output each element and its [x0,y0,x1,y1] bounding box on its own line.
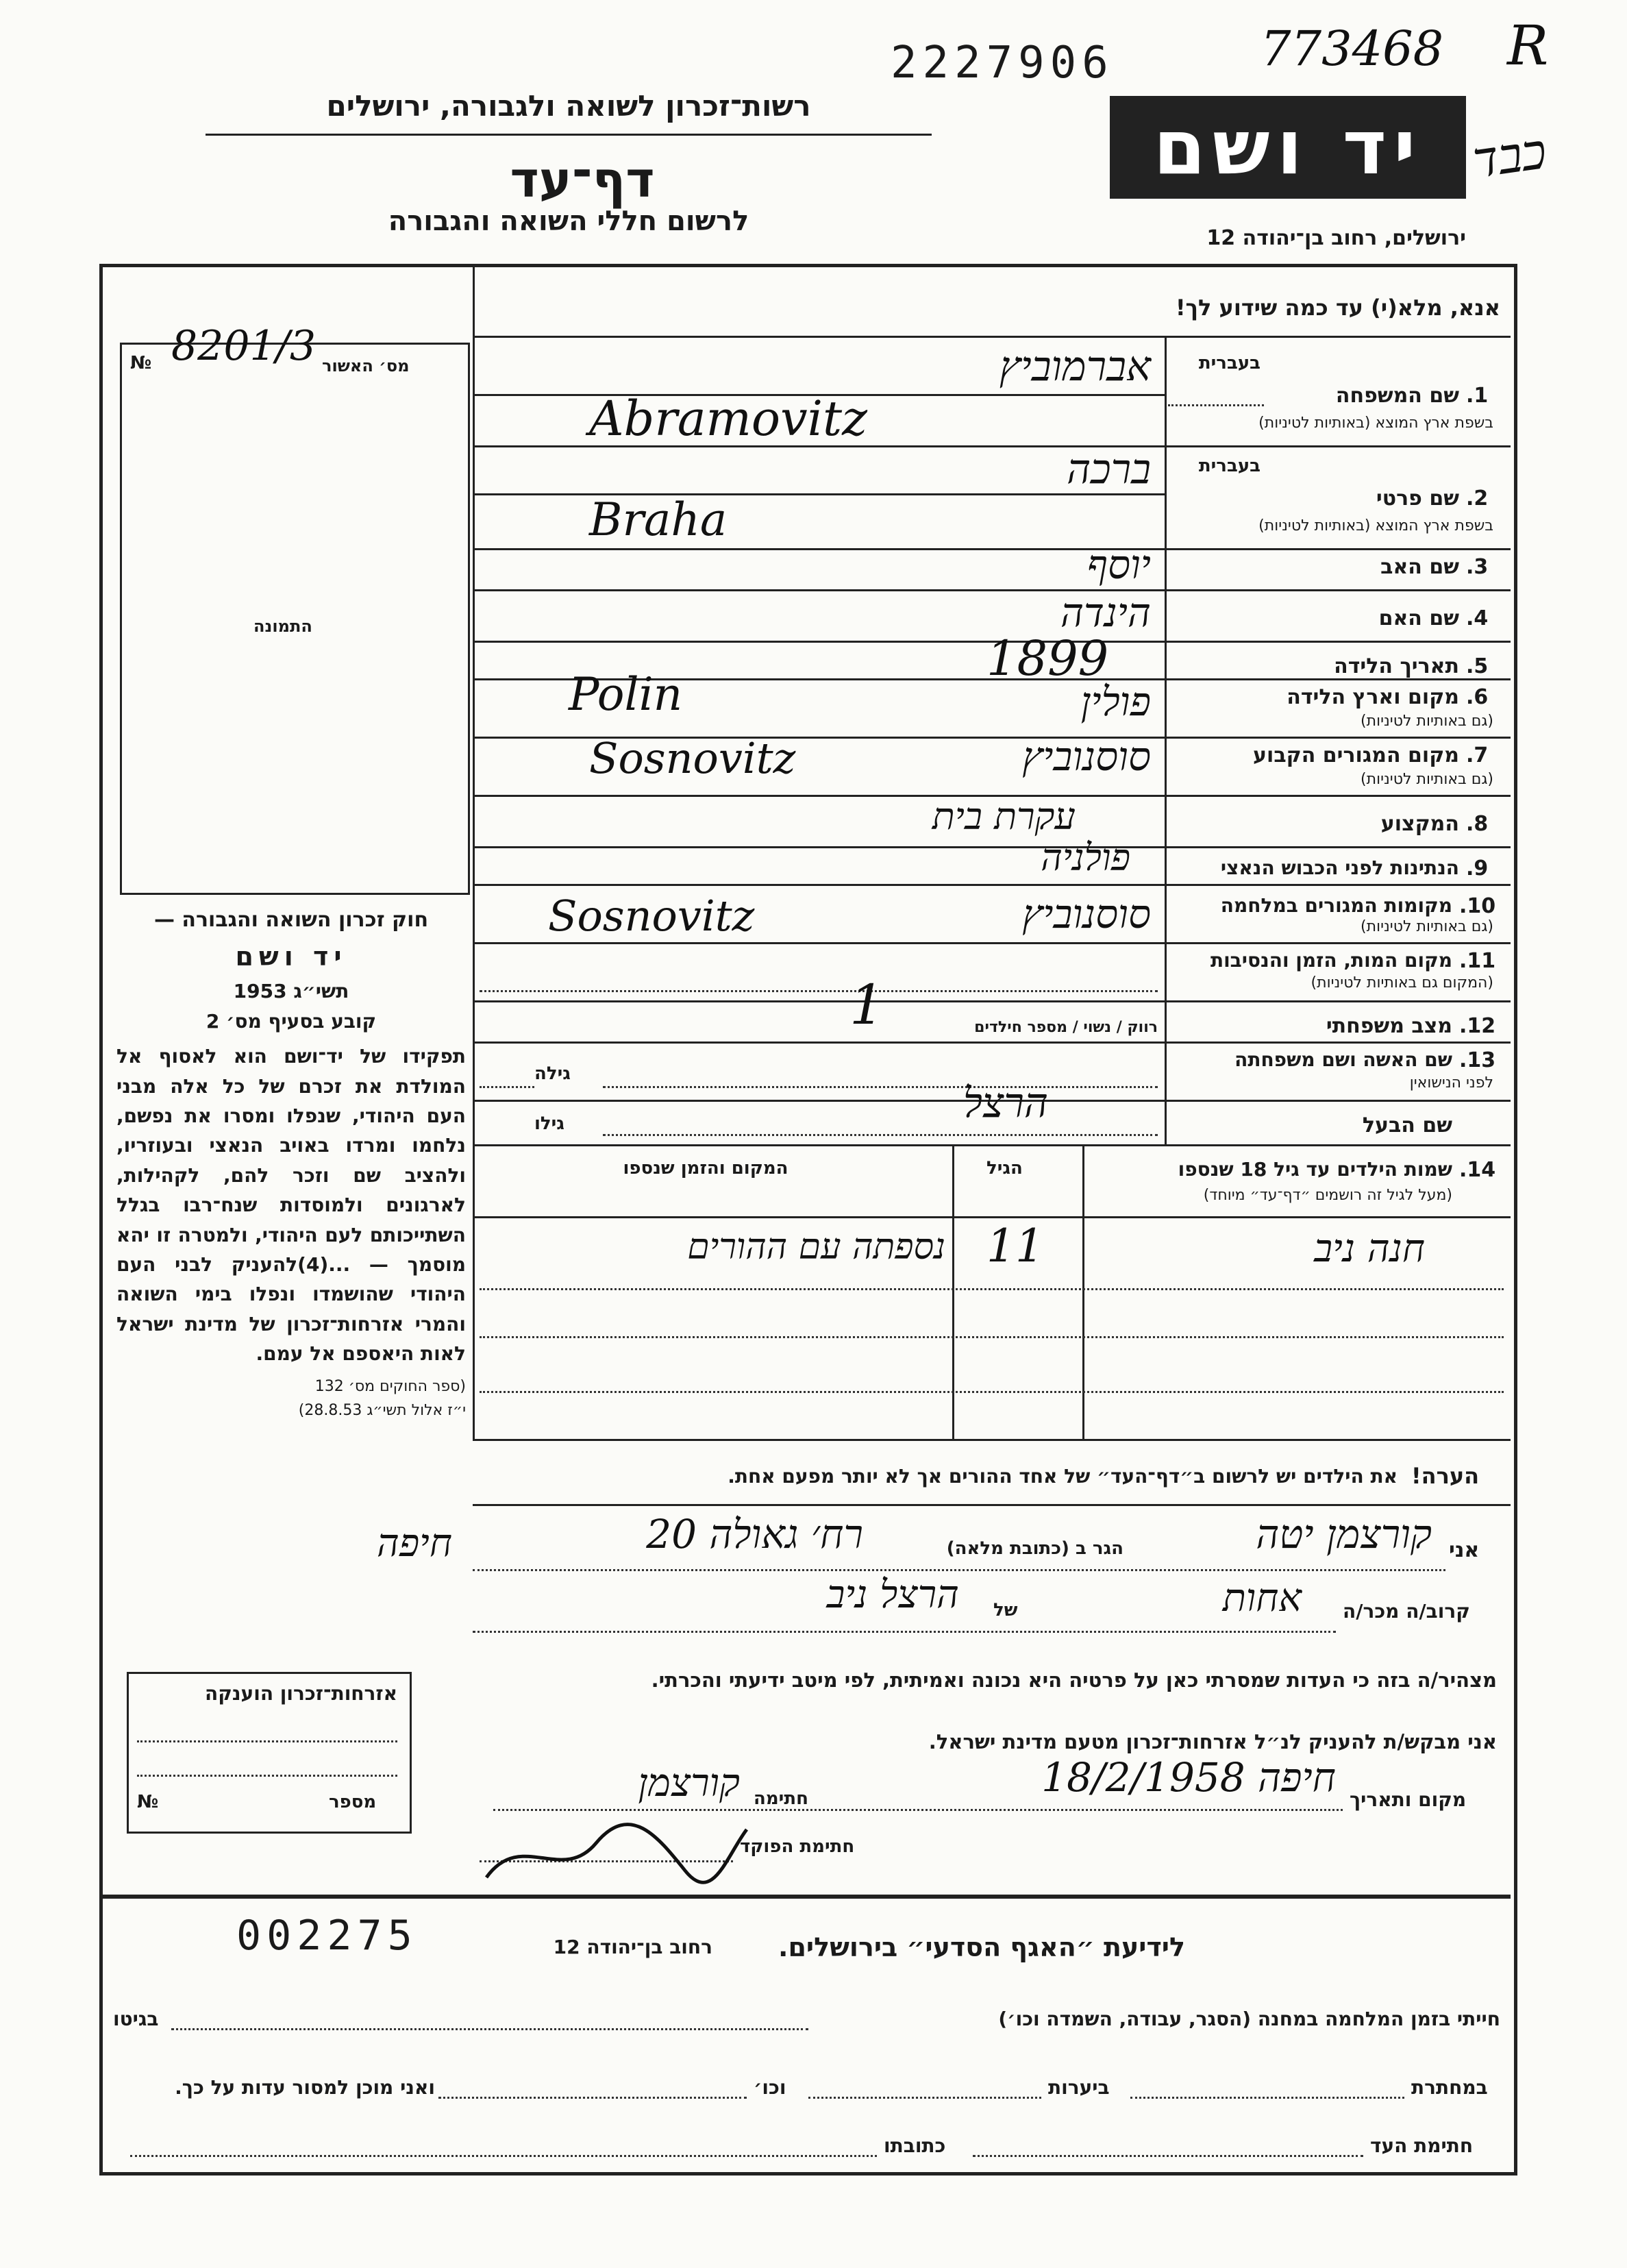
corner-mark: R [1507,14,1549,77]
decl-of-value[interactable]: הרצל ניב [826,1573,959,1617]
field-1-sub-latin: בשפת ארץ המוצא (באותיות לטיניות) [1258,415,1493,432]
note-label: הערה! [1411,1463,1480,1489]
children-col-place: המקום והזמן שנספו [623,1158,788,1179]
field-13-age-label: גילה [534,1063,571,1084]
law-clause: קובע בסעיף מס׳ 2 [206,1009,377,1033]
footer-line2-d: ואני מוכן למסור עדות על כך. [175,2076,435,2099]
law-name: יד ושם [235,941,347,972]
row-10-bottom [473,942,1511,944]
footer-heading: לידיעת ״האגף הסדעי״ בירושלים. [778,1932,1185,1962]
field-1-num: 1. [1466,384,1489,408]
field-7-num: 7. [1466,743,1489,767]
label-column-divider [1165,336,1167,1144]
field-5-label: תאריך הלידה [1334,654,1459,678]
field-12-label: מצב משפחתי [1326,1014,1452,1038]
law-panel [116,904,466,1422]
child-1-place[interactable]: נספתה עם ההורים [687,1227,945,1268]
decl-signature[interactable]: קורצמן [638,1761,740,1805]
field-11-dotline [480,990,1158,992]
children-sub: (מעל לגיל זה רושמים ״דף־עד״ מיוחד) [1203,1187,1452,1204]
field-10-value-latin[interactable]: Sosnovitz [548,891,755,941]
footer-line3-dots-2 [130,2155,877,2157]
children-row-line-2 [480,1336,1504,1338]
field-11-label: מקום המות, הזמן והנסיבות [1210,949,1452,972]
law-title: חוק זכרון השואה והגבורה — [153,908,429,932]
cert-box-title: אזרחות־זכרון הוענקה [205,1682,397,1705]
field-2-value-latin[interactable]: Braha [589,493,728,546]
serial-number-top: 2227906 [891,38,1114,88]
field-6-value-latin[interactable]: Polin [569,668,683,721]
child-1-name[interactable]: חנה ניב [1314,1227,1425,1271]
field-10-label: מקומות המגורים במלחמה [1220,894,1452,917]
field-6-sub: (גם באותיות לטיניות) [1361,713,1493,730]
cert-box-line-2 [137,1775,397,1777]
form-title: דף־עד [510,151,655,208]
field-7-value-latin[interactable]: Sosnovitz [589,733,796,783]
field-1-divider [1168,404,1264,406]
org-line: רשות־זכרון לשואה ולגבורה, ירושלים [326,89,811,123]
field-4-value[interactable]: הינדה [1060,589,1151,636]
children-header-line [473,1216,1511,1218]
footer-address: רחוב בן־יהודה 12 [553,1936,712,1958]
children-label: שמות הילדים עד גיל 18 שנספו [1178,1158,1452,1181]
field-7-value-hebrew[interactable]: סוסנוביץ [1022,733,1151,780]
footer-line2-c: וכו׳ [754,2076,786,2099]
law-date: י״ז אלול תשי״ג 28.8.53) [298,1401,466,1419]
decl-line-3 [493,1809,1343,1811]
husband-age-label: גילו [534,1113,564,1134]
field-6-value-hebrew[interactable]: פולין [1080,678,1151,725]
children-divider-1 [1082,1144,1084,1439]
officer-signature-scribble [480,1816,754,1898]
instruction-text: אנא, מלא(י) עד כמה שידוע לך! [1175,295,1500,321]
field-11-sub: (המקום גם באותיות לטיניות) [1311,974,1493,991]
row-9-bottom [473,884,1511,886]
yad-vashem-logo: יד ושם [1110,96,1466,199]
husband-value-line [603,1134,1158,1136]
decl-declare-text: מצהיר/ה בזה כי העדות שמסרתי כאן על פרטיה היא נכונה ואמיתית, לפי מיטב ידיעתי והכרתי. [651,1668,1497,1692]
children-num: 14. [1459,1158,1496,1182]
row-12-bottom [473,1041,1511,1044]
field-3-label: שם האב [1380,555,1459,579]
field-7-label: מקום המגורים הקבוע [1253,743,1459,767]
footer-line1-b: בגיטו [113,2008,159,2030]
org-underline [206,134,932,136]
decl-place-date[interactable]: חיפה 18/2/1958 [1041,1754,1336,1801]
decl-city[interactable]: חיפה [377,1521,452,1566]
footer-line2-dots-3 [438,2097,747,2099]
field-9-num: 9. [1466,856,1489,880]
decl-i-label: אני [1449,1538,1480,1562]
decl-signature-label: חתימה [754,1788,808,1809]
footer-line3-b: כתובתו [884,2134,946,2157]
field-13-label: שם האשה ושם משפחתה [1234,1048,1452,1071]
children-row-line-3 [480,1391,1504,1393]
cert-box-num: מספר [329,1792,377,1812]
cert-box-line-1 [137,1740,397,1742]
footer-line1-dots [171,2028,808,2030]
row-2-mid [473,493,1165,495]
field-12-options: רווק / נשוי / מספר חילדים [974,1019,1158,1036]
field-8-value[interactable]: עקרת בית [932,795,1076,838]
field-9-value[interactable]: פולניה [1041,836,1130,879]
field-1-value-latin[interactable]: Abramovitz [589,391,868,447]
decl-of-label: של [993,1600,1018,1620]
decl-place-date-label: מקום ותאריך [1350,1788,1467,1811]
law-source: (ספר החוקים מס׳ 132 [314,1378,466,1396]
field-2-num: 2. [1466,486,1489,510]
field-1-value-hebrew[interactable]: אברמוביץ [999,343,1151,391]
field-5-value[interactable]: 1899 [986,630,1109,687]
decl-relation[interactable]: אחות [1222,1576,1302,1620]
field-4-label: שם האם [1378,606,1459,630]
note-text: את הילדים יש לרשום ב״דף־העד״ של אחד ההורים אך לא יותר מפעם אחת. [728,1465,1398,1488]
field-1-sub-hebrew: בעברית [1198,353,1260,373]
footer-line1-a: חייתי בזמן המלחמה במחנה (הסגר, עבודה, השמדה וכו׳) [998,2008,1500,2030]
footer-serial: 002275 [236,1912,418,1960]
field-5-num: 5. [1466,654,1489,678]
cert-number-label: מס׳ האשור [322,356,410,375]
field-2-label: שם פרטי [1376,486,1459,510]
cert-number-value[interactable]: 8201/3 [171,322,316,370]
decl-witness-name[interactable]: קורצמן יטה [1256,1511,1432,1557]
field-1-label: שם המשפחה [1335,384,1459,408]
left-column-divider [473,267,475,1439]
children-row-line-1 [480,1288,1504,1290]
decl-address[interactable]: רח׳ גאולה 20 [646,1511,863,1557]
footer-line2-a: במחתרת [1411,2076,1488,2099]
field-3-num: 3. [1466,555,1489,579]
children-col-age: הגיל [986,1158,1023,1179]
children-divider-2 [952,1144,954,1439]
side-mark: כבד [1469,121,1550,190]
footer-line3-a: חתימת העד [1370,2134,1474,2157]
decl-request-text: אני מבקש/ת להעניק לנ״ל אזרחות־זכרון מטעם מדינת ישראל. [928,1730,1497,1753]
field-13-sub: לפני הנישואין [1409,1074,1493,1092]
footer-line2-dots-1 [1130,2097,1404,2099]
instruction-divider [473,336,1511,338]
child-1-age[interactable]: 11 [986,1220,1044,1272]
field-12-value[interactable]: 1 [849,973,884,1037]
field-8-label: המקצוע [1380,812,1459,836]
field-13-age-line [480,1086,534,1088]
field-12-num: 12. [1459,1014,1496,1038]
field-10-num: 10. [1459,894,1496,918]
footer-top [103,1895,1511,1899]
footer-line2-dots-2 [808,2097,1041,2099]
note-bottom [473,1504,1511,1506]
field-10-value-hebrew[interactable]: סוסנוביץ [1022,891,1151,937]
field-11-num: 11. [1459,949,1496,973]
handwritten-serial: 773468 [1260,21,1444,77]
field-6-num: 6. [1466,685,1489,709]
cert-box-prefix: № [137,1792,159,1812]
address-header: ירושלים, רחוב בן־יהודה 12 [1206,226,1466,250]
field-2-sub-latin: בשפת ארץ המוצא (באותיות לטיניות) [1258,517,1493,534]
row-11-bottom [473,1000,1511,1002]
field-10-sub: (גם באותיות לטיניות) [1361,918,1493,935]
field-3-value[interactable]: יוסף [1086,541,1151,588]
footer-line2-b: ביערות [1048,2076,1110,2099]
field-9-label: הנתינות לפני הכבוש הנאצי [1220,856,1459,879]
decl-relative-label: קרוב/ה מכר/ה [1343,1600,1470,1623]
field-13-num: 13. [1459,1048,1496,1072]
decl-officer-label: חתימת הפוקד [740,1836,855,1857]
field-2-value-hebrew[interactable]: ברכה [1067,445,1151,493]
law-text: תפקידו של יד־ושם הוא לאסוף אל המולדת את זכרם של כל אלה מבני העם היהודי, שנפלו ומסרו את נפשם, נלחמו ומרדו באויב הנאצי ובעוזריו, ולהציב שם וזכר להם, לקהילות, לארגונים ולמוסדות שנח־רבו בגלל השתייכותם לעם היהודי, ולמטרה זו יהא מוסמך — ...(4)להעניק לבני העם היהודי שהושמדו ונפלו בימי השואה והמרי אזרחות־זכרון של מדינת ישראל לאות היאספם אל עמם. [116,1045,466,1366]
form-subtitle: לרשום חללי השואה והגבורה [388,206,749,237]
husband-label: שם הבעל [1362,1113,1452,1137]
footer-line3-dots-1 [973,2155,1363,2157]
cert-number-prefix: № [130,353,152,373]
row-husband-bottom [473,1144,1511,1146]
photo-label: התמונה [253,617,312,636]
decl-residing-label: הגר ב (כתובת מלאה) [946,1538,1123,1559]
husband-value[interactable]: הרצל [962,1079,1048,1127]
field-6-label: מקום וארץ הלידה [1287,685,1459,709]
field-8-num: 8. [1466,812,1489,836]
children-bottom [473,1439,1511,1441]
decl-line-1 [473,1569,1445,1571]
field-2-sub-hebrew: בעברית [1198,456,1260,476]
law-year: תשי״ג 1953 [233,980,349,1003]
field-4-num: 4. [1466,606,1489,630]
field-7-sub: (גם באותיות לטיניות) [1361,771,1493,788]
decl-line-2 [473,1631,1336,1633]
